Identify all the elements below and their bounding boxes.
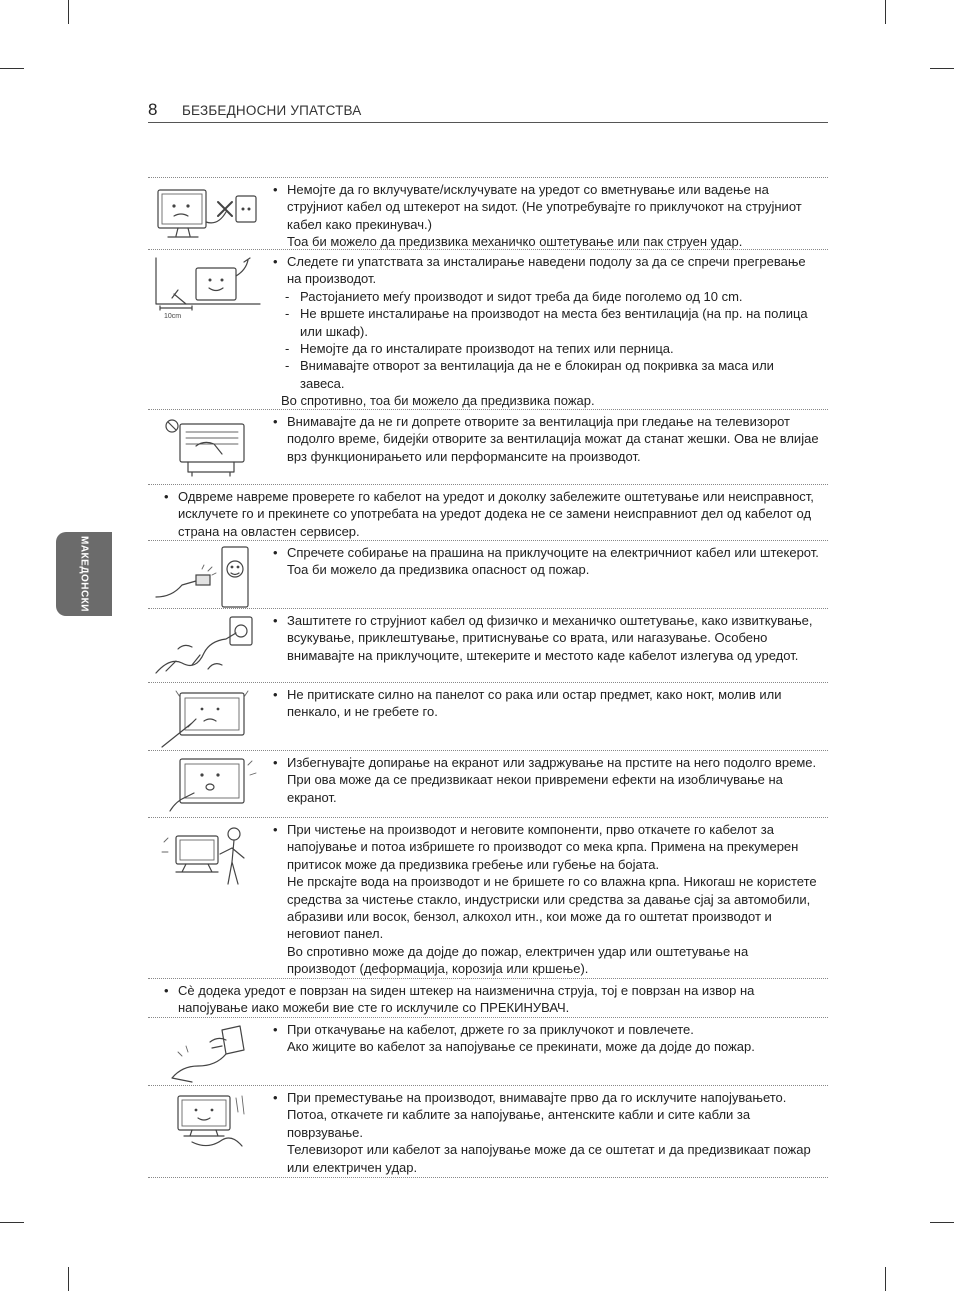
instruction-text: • Сè додека уредот е поврзан на ѕиден штекер на наизменична струја, тој е поврзан на извор на напојување иако можеби вие сте го исклучиле со ПРЕКИНУВАЧ. (162, 982, 820, 1017)
instruction-row (148, 540, 828, 609)
instruction-row (148, 682, 828, 751)
section-title: БЕЗБЕДНОСНИ УПАТСТВА (182, 103, 362, 118)
instruction-row (148, 1085, 828, 1178)
instruction-note: Тоа би можело да предизвика механичко оштетување или пак струен удар. (287, 234, 743, 250)
instruction-row (148, 750, 828, 818)
crop-mark (930, 68, 954, 69)
instruction-text: • Спречете собирање на прашина на приклучоците на електричниот кабел или штекерот. (271, 544, 820, 561)
instruction-text: • Заштитете го струјниот кабел од физичко и механичко оштетување, како извиткување, всукување, приклештување, притиснување со врата, или нагазување. Особено внимавајте на приклучоците, штекерите и местото каде кабелот излегува од уредот. (271, 612, 820, 664)
instruction-text: • Избегнувајте допирање на екранот или задржување на прстите на него подолго време. При ова може да се предизвикаат некои привремени ефекти на изобличување на екранот. (271, 754, 820, 806)
instruction-row (148, 817, 828, 979)
instruction-text: • Внимавајте да не ги допрете отворите за вентилација при гледање на телевизорот подолго време, бидејќи отворите за вентилација можат да станат жешки. Ова не влијае врз функционирањето или перформансите на производот. (271, 413, 820, 465)
ventilation-hot-illustration (152, 414, 264, 480)
instruction-row (148, 249, 828, 410)
tv-wall-clearance-illustration (152, 254, 264, 324)
instruction-note: Ако жиците во кабелот за напојување се прекинати, може да дојде до пожар. (287, 1039, 755, 1055)
instruction-note: Во спротивно, тоа би можело да предизвика пожар. (281, 393, 595, 409)
instruction-note: Телевизорот или кабелот за напојување може да се оштетат и да предизвикаат пожар или електричен удар. (287, 1142, 811, 1175)
dusty-plug-illustration (152, 545, 264, 611)
moving-tv-illustration (152, 1090, 264, 1152)
crop-mark (68, 0, 69, 24)
screen-touch-illustration (152, 755, 264, 817)
instruction-note: Тоа би можело да предизвика опасност од пожар. (287, 562, 590, 578)
instruction-dash: - Растојанието меѓу производот и ѕидот треба да биде поголемо од 10 cm. (271, 288, 820, 305)
clearance-label: 10cm (164, 313, 182, 320)
crop-mark (68, 1267, 69, 1291)
crop-mark (0, 1222, 24, 1223)
instruction-row (148, 484, 828, 541)
page-number: 8 (148, 100, 158, 119)
tv-unplug-illustration (152, 182, 264, 246)
instruction-text: • Немојте да го вклучувате/исклучувате на уредот со вметнување или вадење на струјниот кабел од штекерот на ѕидот. (Не употребувајте го приклучокот на струјниот кабел како прекинувач.) (271, 181, 820, 233)
language-tab-label: МАКЕДОНСКИ (78, 536, 90, 612)
instruction-dash: - Немојте да го инсталирате производот на тепих или перница. (271, 340, 820, 357)
instruction-dash: - Внимавајте отворот за вентилација да не е блокиран од покривка за маса или завеса. (271, 357, 820, 392)
instruction-text: • При преместување на производот, внимавајте прво да го исклучите напојувањето. Потоа, откачете ги каблите за напојување, антенските кабли и сите кабли за поврзување. (271, 1089, 820, 1141)
language-tab (56, 532, 112, 616)
cleaning-illustration (152, 822, 264, 888)
panel-press-illustration (152, 687, 264, 749)
instruction-text: • Одвреме навреме проверете го кабелот на уредот и доколку забележите оштетување или неисправност, исклучете го и прекинете со употребата на уредот додека не се замени неисправниот дел од кабелот од страна на овластен сервисер. (162, 488, 820, 540)
instruction-text: • При чистење на производот и неговите компоненти, прво откачете го кабелот за напојување и потоа избришете го производот со мека крпа. Примена на прекумерен притисок може да предизвика гребење или губење на бојата. (271, 821, 820, 873)
instruction-note: Во спротивно може да дојде до пожар, електричен удар или оштетување на производот (деформација, корозија или кршење). (287, 943, 749, 977)
cord-damage-illustration (152, 613, 264, 681)
instruction-row (148, 978, 828, 1018)
instruction-dash: - Не вршете инсталирање на производот на места без вентилација (на пр. на полица или шкаф). (271, 305, 820, 340)
crop-mark (0, 68, 24, 69)
crop-mark (885, 1267, 886, 1291)
instruction-row (148, 1017, 828, 1086)
instruction-row (148, 409, 828, 485)
instruction-row (148, 608, 828, 683)
crop-mark (885, 0, 886, 24)
header-rule (148, 122, 828, 123)
instruction-text: • Не притискате силно на панелот со рака или остар предмет, како нокт, молив или пенкало, и не гребете го. (271, 686, 820, 721)
instruction-row (148, 177, 828, 250)
pull-plug-illustration (152, 1022, 264, 1084)
instruction-text: • При откачување на кабелот, држете го за приклучокот и повлечете. (271, 1021, 820, 1038)
instruction-text: • Следете ги упатствата за инсталирање наведени подолу за да се спречи прегревање на производот. (271, 253, 820, 288)
crop-mark (930, 1222, 954, 1223)
instruction-note: Не прскајте вода на производот и не бришете го со влажна крпа. Никогаш не користете средства за чистење стакло, индустриски или средства за давање сјај за автомобили, абразиви или восок, бензол, алкохол итн., кои може да го оштетат производот и неговиот панел. (287, 874, 817, 942)
